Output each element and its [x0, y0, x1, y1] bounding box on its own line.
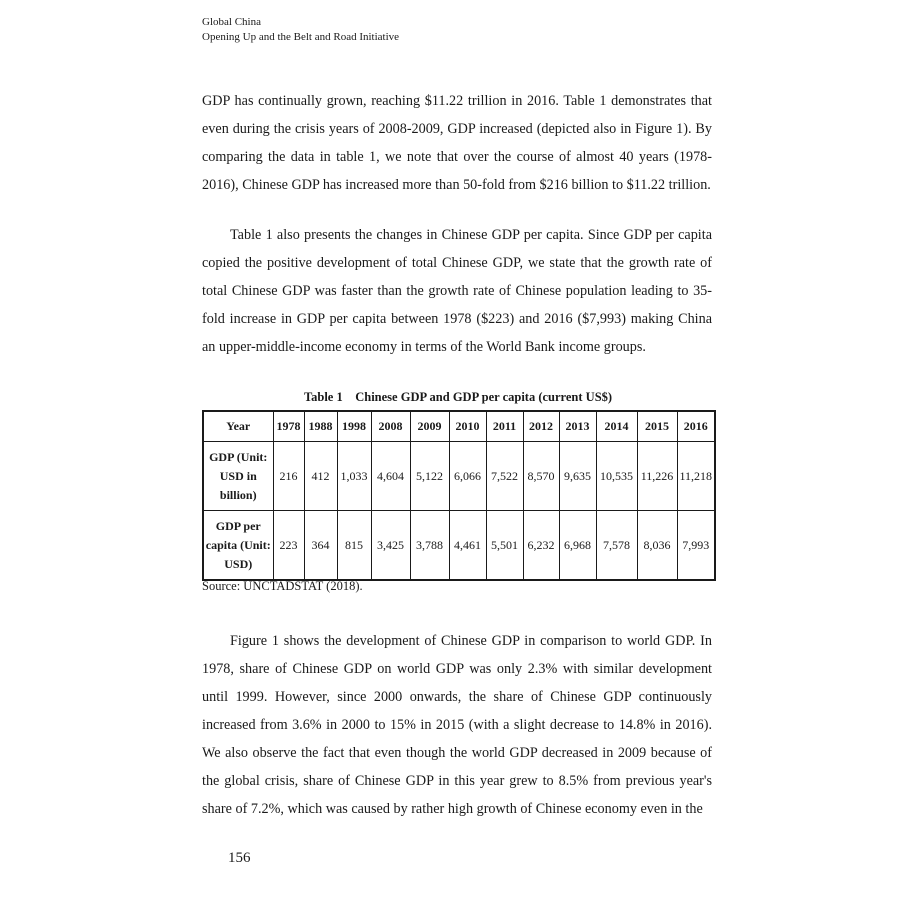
gdp-table	[202, 410, 716, 581]
table-header-cell: 1998	[337, 411, 371, 442]
table-cell: 8,570	[523, 442, 559, 511]
table-source-note: Source: UNCTADSTAT (2018).	[202, 579, 363, 593]
page-number: 156	[228, 850, 251, 866]
table-cell: 9,635	[559, 442, 596, 511]
running-head-subtitle: Opening Up and the Belt and Road Initiative	[202, 31, 400, 43]
paragraph-1-text: GDP has continually grown, reaching $11.22 trillion in 2016. Table 1 demonstrates that even during the crisis years of 2008-2009, GDP increased (depicted also in Figure 1). By comparing the data in table 1, we note that over the course of almost 40 years (1978-2016), Chinese GDP has increased more than 50-fold from $216 billion to $11.22 trillion.	[202, 93, 712, 193]
table-cell: 6,232	[523, 511, 559, 581]
table-header-cell: 1978	[273, 411, 304, 442]
table-header-cell: 1988	[304, 411, 337, 442]
row-label-line: USD)	[224, 556, 253, 571]
row-label-line: billion)	[219, 487, 257, 502]
table-cell: 5,122	[410, 442, 449, 511]
table-cell: 5,501	[486, 511, 523, 581]
table-header-cell: 2016	[677, 411, 715, 442]
table-row-gdp	[203, 442, 715, 511]
paragraph-2	[202, 221, 712, 361]
row-label-line: capita (Unit:	[205, 537, 271, 552]
paragraph-2-text: Table 1 also presents the changes in Chinese GDP per capita. Since GDP per capita copied the positive development of total Chinese GDP, we state that the growth rate of total Chinese GDP was faster than the growth rate of Chinese population leading to 35-fold increase in GDP per capita between 1978 ($223) and 2016 ($7,993) making China an upper-middle-income economy in terms of the World Bank income groups.	[202, 227, 712, 355]
table-cell: 8,036	[637, 511, 677, 581]
table-cell: 3,788	[410, 511, 449, 581]
table-cell: 11,218	[677, 442, 715, 511]
table-header-cell: Year	[203, 411, 273, 442]
table-cell: 4,461	[449, 511, 486, 581]
table-header-cell: 2012	[523, 411, 559, 442]
table-cell: 3,425	[371, 511, 410, 581]
table-header-cell: 2011	[486, 411, 523, 442]
table-caption: Table 1 Chinese GDP and GDP per capita (current US$)	[303, 390, 613, 404]
table-header-cell: 2009	[410, 411, 449, 442]
table-cell: 216	[273, 442, 304, 511]
row-label-line: GDP (Unit:	[209, 449, 268, 464]
running-head	[202, 15, 399, 45]
row-label-line: GDP per	[215, 518, 261, 533]
row-label-gdp	[203, 442, 273, 511]
table-cell: 7,522	[486, 442, 523, 511]
table-cell: 10,535	[596, 442, 637, 511]
paragraph-3-text: Figure 1 shows the development of Chinese GDP in comparison to world GDP. In 1978, share of Chinese GDP on world GDP was only 2.3% with similar development until 1999. However, since 2000 onwards, the share of Chinese GDP continuously increased from 3.6% in 2000 to 15% in 2015 (with a slight decrease to 14.8% in 2016). We also observe the fact that even though the world GDP decreased in 2009 because of the global crisis, share of Chinese GDP in this year grew to 8.5% from previous year's share of 7.2%, which was caused by rather high growth of Chinese economy even in the	[202, 633, 712, 817]
table-cell: 6,066	[449, 442, 486, 511]
table-header-cell: 2015	[637, 411, 677, 442]
table-cell: 223	[273, 511, 304, 581]
table-cell: 1,033	[337, 442, 371, 511]
table-header-cell: 2013	[559, 411, 596, 442]
row-label-gdp-per-capita	[203, 511, 273, 581]
table-row-gdp-per-capita	[203, 511, 715, 581]
table-cell: 7,578	[596, 511, 637, 581]
table-header-cell: 2010	[449, 411, 486, 442]
running-head-book-title: Global China	[202, 16, 261, 28]
table-cell: 815	[337, 511, 371, 581]
table-header-cell: 2008	[371, 411, 410, 442]
table-cell: 4,604	[371, 442, 410, 511]
row-label-line: USD in	[219, 468, 257, 483]
paragraph-3	[202, 627, 712, 823]
table-cell: 11,226	[637, 442, 677, 511]
table-header-cell: 2014	[596, 411, 637, 442]
table-cell: 364	[304, 511, 337, 581]
table-cell: 412	[304, 442, 337, 511]
table-cell: 7,993	[677, 511, 715, 581]
table-cell: 6,968	[559, 511, 596, 581]
paragraph-1	[202, 87, 712, 199]
table-header-row	[203, 411, 715, 442]
